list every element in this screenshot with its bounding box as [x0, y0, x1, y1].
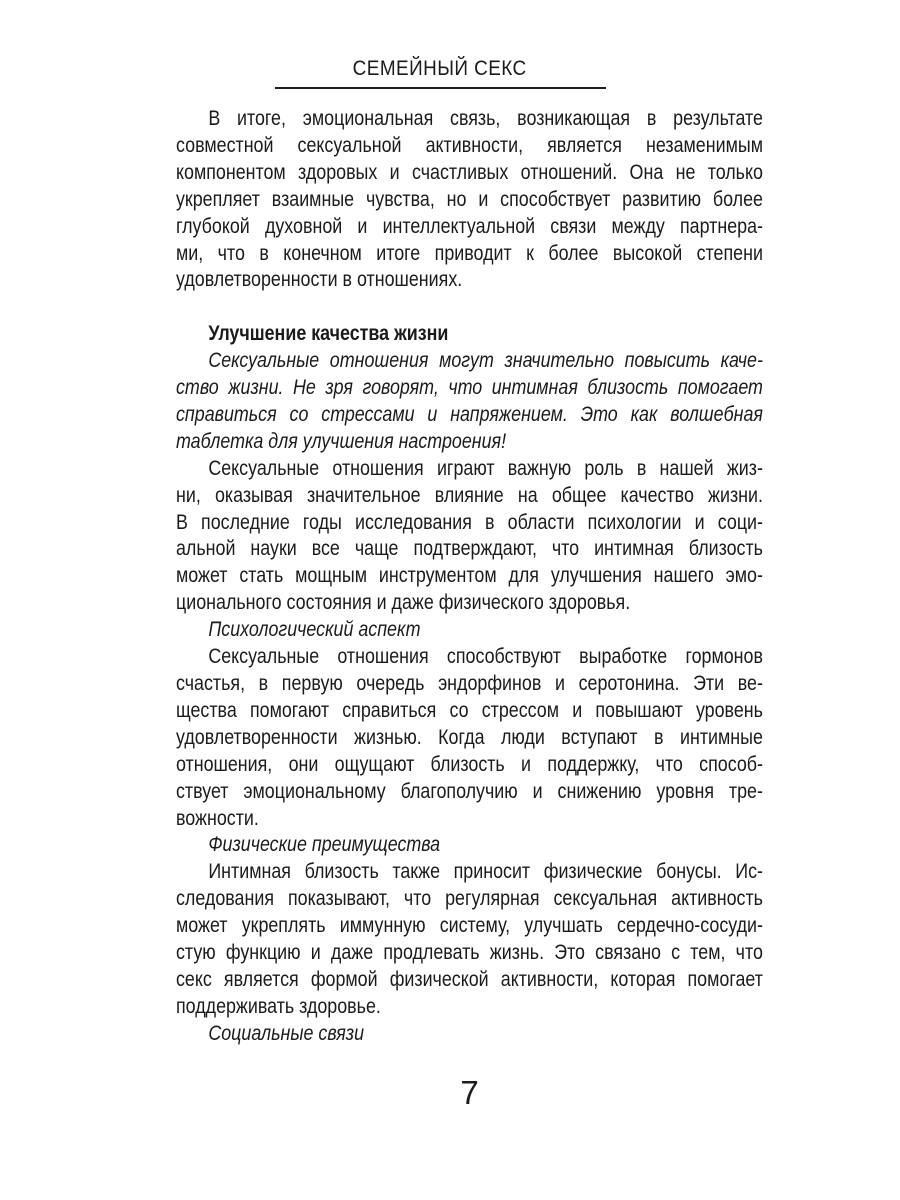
- text-line: счастья, в первую очередь эндорфинов и серотонина. Эти ве-: [176, 672, 763, 696]
- text-line: отношения, они ощущают близость и поддержку, что способ-: [176, 752, 763, 776]
- text-line: поддерживать здоровье.: [176, 994, 381, 1018]
- paragraph: [176, 859, 763, 1020]
- subsection-heading: Социальные связи: [208, 1021, 365, 1045]
- text-line: может укреплять иммунную систему, улучшать сердечно-сосуди-: [176, 914, 763, 938]
- text-line: ни, оказывая значительное влияние на общее качество жизни.: [176, 483, 763, 507]
- paragraph: [176, 456, 763, 617]
- text-line: глубокой духовной и интеллектуальной связи между партнера-: [176, 214, 763, 238]
- paragraph: [176, 644, 763, 832]
- section-heading: Улучшение качества жизни: [208, 322, 449, 346]
- text-line: ми, что в конечном итоге приводит к более высокой степени: [176, 241, 763, 265]
- text-line: ствует эмоциональному благополучию и снижению уровня тре-: [176, 779, 763, 803]
- text-line: Сексуальные отношения могут значительно повысить каче-: [208, 349, 763, 373]
- text-line: секс является формой физической активности, которая помогает: [176, 967, 763, 991]
- text-line: В итоге, эмоциональная связь, возникающая в результате: [208, 107, 763, 130]
- page-number: 7: [460, 1074, 479, 1111]
- page-title: СЕМЕЙНЫЙ СЕКС: [353, 57, 527, 80]
- header-divider: [275, 87, 606, 89]
- text-line: ство жизни. Не зря говорят, что интимная близость помогает: [176, 376, 763, 400]
- text-line: совместной сексуальной активности, является незаменимым: [176, 133, 763, 157]
- text-line: следования показывают, что регулярная сексуальная активность: [176, 887, 763, 911]
- text-line: Интимная близость также приносит физические бонусы. Ис-: [208, 860, 763, 884]
- text-line: справиться со стрессами и напряжением. Это как волшебная: [176, 402, 763, 426]
- text-line: альной науки все чаще подтверждают, что интимная близость: [176, 537, 763, 561]
- text-line: может стать мощным инструментом для улучшения нашего эмо-: [176, 564, 763, 588]
- paragraph: [176, 106, 763, 294]
- subsection-heading: Психологический аспект: [208, 618, 421, 642]
- text-line: стую функцию и даже продлевать жизнь. Это связано с тем, что: [176, 941, 763, 965]
- text-line: удовлетворенности жизнью. Когда люди вступают в интимные: [176, 725, 763, 749]
- text-line: компонентом здоровых и счастливых отношений. Она не только: [176, 160, 763, 184]
- text-line: В последние годы исследования в области психологии и соци-: [176, 510, 763, 534]
- text-line: таблетка для улучшения настроения!: [176, 429, 507, 453]
- subsection-heading: Физические преимущества: [208, 833, 441, 857]
- text-line: щества помогают справиться со стрессом и повышают уровень: [176, 698, 763, 722]
- text-line: удовлетворенности в отношениях.: [176, 268, 463, 292]
- text-line: вожности.: [176, 806, 259, 830]
- text-line: укрепляет взаимные чувства, но и способствует развитию более: [176, 187, 763, 211]
- text-line: Сексуальные отношения способствуют выработке гормонов: [208, 645, 763, 669]
- text-column: [176, 106, 763, 1048]
- running-head: [0, 57, 880, 81]
- text-line: ционального состояния и даже физического здоровья.: [176, 591, 631, 615]
- paragraph: [176, 348, 763, 456]
- text-line: Сексуальные отношения играют важную роль в нашей жиз-: [208, 456, 763, 480]
